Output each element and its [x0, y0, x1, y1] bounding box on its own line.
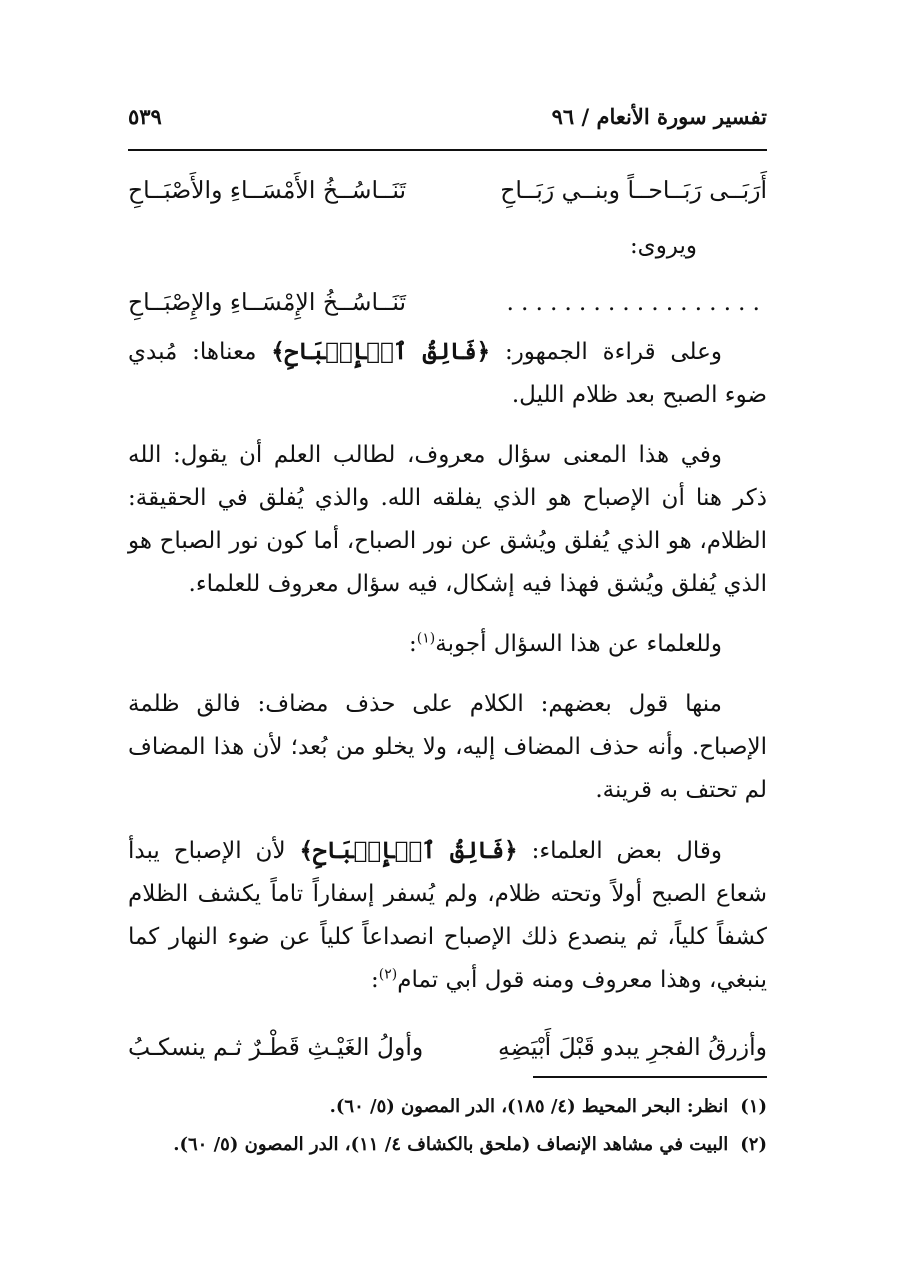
footnote-ref-1[interactable]: (١)	[416, 630, 436, 647]
paragraph-text: :	[409, 631, 417, 657]
paragraph-3	[128, 623, 767, 666]
paragraph-text: وللعلماء عن هذا السؤال أجوبة	[435, 631, 722, 657]
footnote-number: (١)	[740, 1096, 767, 1117]
quran-quote: ﴿فَالِقُ ٱلۡإِصۡبَاحِ﴾	[299, 837, 518, 864]
paragraph-text: :	[370, 967, 379, 993]
footnote-2	[128, 1126, 767, 1164]
poem-verse-2	[128, 274, 767, 330]
paragraph-1	[128, 330, 767, 417]
paragraph-text: وعلى قراءة الجمهور:	[490, 339, 722, 365]
variant-intro: ويروى:	[629, 233, 697, 259]
paragraph-2: وفي هذا المعنى سؤال معروف، لطالب العلم أن يقول: الله ذكر هنا أن الإصباح هو الذي يفلقه الله. والذي يُفلق في الحقيقة: الظلام، هو الذي يُفلق ويُشق عن نور الصباح، أما كون نور الصباح هو الذي يُفلق ويُشق فهذا فيه إشكال، فيه سؤال معروف للعلماء.	[128, 442, 767, 597]
paragraph-text: لأن الإصباح يبدأ شعاع الصبح أولاً وتحته ظلام، ولم يُسفر إسفاراً تاماً يكشف الظلام كشفاً كلياً، ثم ينصدع ذلك الإصباح انصداعاً كلياً عن ضوء النهار كما ينبغي، وهذا معروف ومنه قول أبي تمام	[128, 838, 767, 993]
paragraph-text: معناها: مُبدي ضوء الصبح بعد ظلام الليل.	[128, 339, 767, 408]
running-title: تفسير سورة الأنعام / ٩٦	[551, 104, 767, 129]
verse-elided-hemistich: ..................	[506, 288, 767, 316]
header-divider	[128, 149, 767, 151]
poem-verse-1	[128, 162, 767, 218]
paragraph-4: منها قول بعضهم: الكلام على حذف مضاف: فالق ظلمة الإصباح. وأنه حذف المضاف إليه، ولا يخلو من بُعد؛ لأن هذا المضاف لم تحتف به قرينة.	[128, 691, 767, 803]
page-header	[128, 104, 767, 129]
verse-first-hemistich: وأزرقُ الفجرِ يبدو قَبْلَ أَبْيَضِهِ	[498, 1033, 767, 1061]
paragraph-text: وقال بعض العلماء:	[517, 838, 722, 864]
footnote-text: البيت في مشاهد الإنصاف (ملحق بالكشاف ٤/ ١١)، الدر المصون (٥/ ٦٠).	[173, 1134, 729, 1155]
quran-quote: ﴿فَالِقُ ٱلۡإِصۡبَاحِ﴾	[271, 338, 491, 365]
page-body	[128, 162, 767, 1075]
footnote-1	[128, 1088, 767, 1126]
paragraph-5	[128, 829, 767, 1002]
footnote-text: انظر: البحر المحيط (٤/ ١٨٥)، الدر المصون (٥/ ٦٠).	[329, 1096, 729, 1117]
page-number: ٥٣٩	[128, 104, 162, 129]
footnote-number: (٢)	[740, 1134, 767, 1155]
poem-verse-3	[128, 1019, 767, 1075]
footnotes	[128, 1088, 767, 1164]
verse-second-hemistich: تَنَــاسُــخُ الإِمْسَــاءِ والإِصْبَــاحِ	[128, 288, 407, 316]
footnote-ref-2[interactable]: (٢)	[378, 966, 398, 983]
verse-first-hemistich: أَرَبَــى رَبَــاحــاً وبنــي رَبَــاحِ	[500, 176, 767, 204]
verse-second-hemistich: تَنَــاسُــخُ الأَمْسَــاءِ والأَصْبَــاحِ	[128, 176, 407, 204]
footnote-divider	[533, 1076, 767, 1078]
verse-second-hemistich: وأولُ الغَيْـثِ قَطْـرٌ ثـم ينسكـبُ	[128, 1033, 424, 1061]
